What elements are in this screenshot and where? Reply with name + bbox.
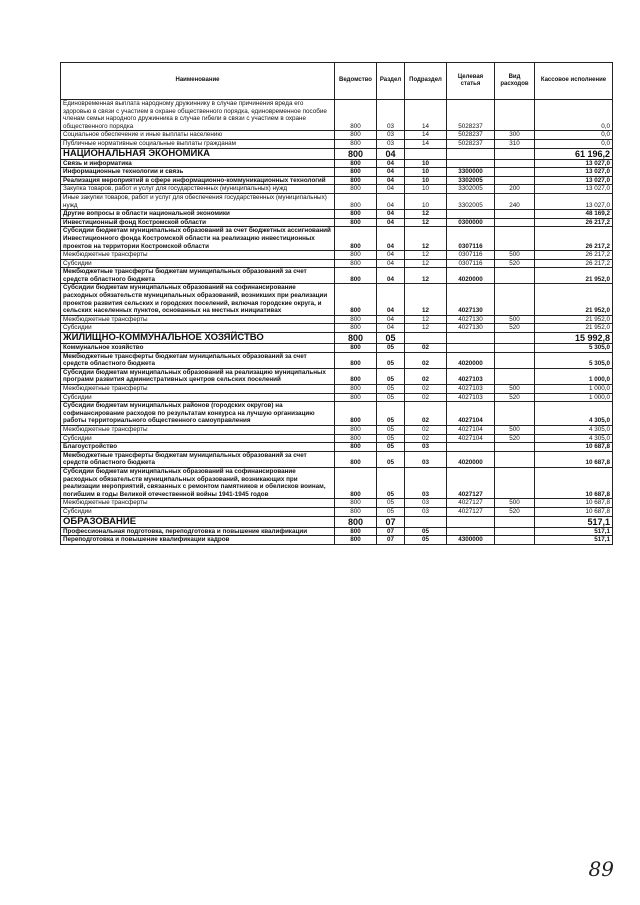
cell-name: Межбюджетные трансферты (61, 425, 335, 434)
cell-podrazdel: 05 (405, 536, 447, 545)
cell-podrazdel: 03 (405, 467, 447, 498)
table-row (61, 315, 613, 324)
cell-vid: 500 (495, 385, 535, 394)
cell-amount: 26 217,2 (535, 259, 613, 268)
cell-name: Благоустройство (61, 443, 335, 452)
cell-vedomstvo: 800 (335, 168, 377, 177)
cell-name: Закупка товаров, работ и услуг для государственных (муниципальных) нужд (61, 185, 335, 194)
cell-statya (447, 516, 495, 527)
cell-podrazdel: 12 (405, 324, 447, 333)
cell-podrazdel: 10 (405, 185, 447, 194)
table-row (61, 443, 613, 452)
cell-razdel: 04 (377, 185, 405, 194)
cell-razdel: 03 (377, 131, 405, 140)
cell-vid (495, 344, 535, 353)
cell-podrazdel (405, 148, 447, 159)
table-row (61, 333, 613, 344)
cell-podrazdel: 02 (405, 425, 447, 434)
cell-podrazdel: 03 (405, 499, 447, 508)
cell-vid: 500 (495, 251, 535, 260)
cell-amount: 0,0 (535, 139, 613, 148)
cell-razdel: 04 (377, 227, 405, 251)
cell-vid (495, 284, 535, 315)
cell-amount: 21 952,0 (535, 315, 613, 324)
cell-amount: 21 952,0 (535, 284, 613, 315)
cell-podrazdel: 02 (405, 393, 447, 402)
cell-podrazdel: 12 (405, 227, 447, 251)
cell-podrazdel: 02 (405, 385, 447, 394)
cell-amount: 26 217,2 (535, 251, 613, 260)
cell-podrazdel: 12 (405, 210, 447, 219)
cell-razdel: 05 (377, 467, 405, 498)
cell-razdel: 03 (377, 139, 405, 148)
cell-name: Межбюджетные трансферты (61, 315, 335, 324)
column-header-name: Наименование (61, 63, 335, 100)
column-header-podrazdel: Подраздел (405, 63, 447, 100)
cell-vid (495, 100, 535, 131)
cell-vid (495, 159, 535, 168)
cell-amount: 0,0 (535, 131, 613, 140)
cell-podrazdel: 02 (405, 352, 447, 368)
cell-vid (495, 333, 535, 344)
cell-statya: 3302005 (447, 185, 495, 194)
table-row (61, 434, 613, 443)
cell-podrazdel: 12 (405, 315, 447, 324)
cell-razdel: 04 (377, 168, 405, 177)
cell-vedomstvo: 800 (335, 251, 377, 260)
cell-podrazdel: 03 (405, 451, 447, 467)
table-row (61, 368, 613, 384)
table-row (61, 527, 613, 536)
table-row (61, 344, 613, 353)
cell-vedomstvo: 800 (335, 352, 377, 368)
cell-vedomstvo: 800 (335, 467, 377, 498)
cell-name: Субсидии (61, 434, 335, 443)
table-row (61, 284, 613, 315)
cell-amount: 1 000,0 (535, 393, 613, 402)
cell-razdel: 05 (377, 333, 405, 344)
cell-name: Межбюджетные трансферты бюджетам муниципальных образований за счет средств областного бюджета (61, 268, 335, 284)
cell-vid: 500 (495, 315, 535, 324)
cell-amount: 13 027,0 (535, 185, 613, 194)
cell-vedomstvo: 800 (335, 425, 377, 434)
cell-vedomstvo: 800 (335, 324, 377, 333)
cell-razdel: 04 (377, 218, 405, 227)
cell-podrazdel: 12 (405, 259, 447, 268)
cell-vedomstvo: 800 (335, 284, 377, 315)
cell-amount: 21 952,0 (535, 268, 613, 284)
column-header-vid: Вид расходов (495, 63, 535, 100)
cell-razdel: 05 (377, 507, 405, 516)
table-row (61, 385, 613, 394)
cell-name: Субсидии бюджетам муниципальных образований на софинансирование расходных обязательств муниципальных образований, возникших при реализации проектов развития сельских и городских поселений, включая городские округа, и сельских населенных пунктов, основанных на местных инициативах (61, 284, 335, 315)
cell-vid (495, 227, 535, 251)
cell-amount: 1 000,0 (535, 385, 613, 394)
table-row (61, 467, 613, 498)
table-row (61, 536, 613, 545)
cell-podrazdel: 02 (405, 434, 447, 443)
table-row (61, 393, 613, 402)
cell-razdel: 07 (377, 527, 405, 536)
cell-name: Реализация мероприятий в сфере информационно-коммуникационных технологий (61, 176, 335, 185)
cell-podrazdel: 03 (405, 507, 447, 516)
cell-podrazdel: 12 (405, 218, 447, 227)
cell-statya: 4027127 (447, 467, 495, 498)
cell-name: Профессиональная подготовка, переподготовка и повышение квалификации (61, 527, 335, 536)
cell-amount: 10 687,8 (535, 451, 613, 467)
cell-name: Публичные нормативные социальные выплаты гражданам (61, 139, 335, 148)
cell-vid: 500 (495, 425, 535, 434)
cell-name: Переподготовка и повышение квалификации кадров (61, 536, 335, 545)
table-row (61, 168, 613, 177)
cell-name: ЖИЛИЩНО-КОММУНАЛЬНОЕ ХОЗЯЙСТВО (61, 333, 335, 344)
table-row (61, 210, 613, 219)
table-row (61, 425, 613, 434)
cell-statya: 5028237 (447, 131, 495, 140)
cell-amount: 13 027,0 (535, 168, 613, 177)
cell-vedomstvo: 800 (335, 536, 377, 545)
cell-name: Межбюджетные трансферты (61, 385, 335, 394)
table-row (61, 131, 613, 140)
cell-statya: 4020000 (447, 352, 495, 368)
cell-vedomstvo: 800 (335, 131, 377, 140)
cell-statya (447, 159, 495, 168)
cell-statya (447, 344, 495, 353)
table-row (61, 193, 613, 209)
cell-razdel: 05 (377, 368, 405, 384)
cell-statya: 3300000 (447, 168, 495, 177)
cell-razdel: 04 (377, 210, 405, 219)
cell-vedomstvo: 800 (335, 315, 377, 324)
cell-vid: 500 (495, 499, 535, 508)
cell-amount: 13 027,0 (535, 159, 613, 168)
cell-statya: 5028237 (447, 100, 495, 131)
cell-podrazdel: 12 (405, 284, 447, 315)
table-row (61, 499, 613, 508)
cell-razdel: 04 (377, 324, 405, 333)
cell-amount: 5 305,0 (535, 344, 613, 353)
cell-vid (495, 168, 535, 177)
cell-statya: 3302005 (447, 176, 495, 185)
cell-statya (447, 443, 495, 452)
cell-vedomstvo: 800 (335, 268, 377, 284)
cell-vedomstvo: 800 (335, 393, 377, 402)
cell-razdel: 05 (377, 385, 405, 394)
cell-vedomstvo: 800 (335, 385, 377, 394)
cell-podrazdel: 05 (405, 527, 447, 536)
cell-podrazdel: 10 (405, 159, 447, 168)
page-number: 89 (588, 857, 614, 881)
cell-statya: 4027104 (447, 425, 495, 434)
cell-vid: 520 (495, 393, 535, 402)
cell-podrazdel (405, 516, 447, 527)
table-body (61, 100, 613, 545)
cell-amount: 48 169,2 (535, 210, 613, 219)
cell-statya: 4027103 (447, 368, 495, 384)
cell-vedomstvo: 800 (335, 100, 377, 131)
cell-name: Субсидии (61, 393, 335, 402)
cell-vid (495, 527, 535, 536)
cell-statya: 4027127 (447, 499, 495, 508)
cell-vid (495, 268, 535, 284)
cell-name: Субсидии бюджетам муниципальных образований на софинансирование расходных обязательств муниципальных образований, возникающих при реализации мероприятий, связанных с ремонтом памятников и обелисков воинам, погибшим в годы Великой отечественной войны 1941-1945 годов (61, 467, 335, 498)
cell-vid: 240 (495, 193, 535, 209)
cell-amount: 10 687,8 (535, 499, 613, 508)
table-row (61, 268, 613, 284)
cell-vedomstvo: 800 (335, 527, 377, 536)
cell-vedomstvo: 800 (335, 507, 377, 516)
cell-razdel: 05 (377, 443, 405, 452)
cell-vedomstvo: 800 (335, 159, 377, 168)
table-row (61, 451, 613, 467)
cell-razdel: 05 (377, 434, 405, 443)
cell-razdel: 03 (377, 100, 405, 131)
cell-statya: 0300000 (447, 218, 495, 227)
cell-statya: 4027127 (447, 507, 495, 516)
cell-amount: 15 992,8 (535, 333, 613, 344)
cell-vedomstvo: 800 (335, 148, 377, 159)
table-row (61, 259, 613, 268)
cell-amount: 26 217,2 (535, 227, 613, 251)
cell-name: Информационные технологии и связь (61, 168, 335, 177)
cell-vedomstvo: 800 (335, 227, 377, 251)
cell-statya: 4027104 (447, 434, 495, 443)
cell-razdel: 05 (377, 451, 405, 467)
cell-name: НАЦИОНАЛЬНАЯ ЭКОНОМИКА (61, 148, 335, 159)
cell-amount: 61 196,2 (535, 148, 613, 159)
cell-amount: 5 305,0 (535, 352, 613, 368)
table-row (61, 352, 613, 368)
cell-name: Субсидии бюджетам муниципальных образований на реализацию муниципальных программ развития административных центров сельских поселений (61, 368, 335, 384)
cell-statya: 3302005 (447, 193, 495, 209)
cell-statya: 4020000 (447, 268, 495, 284)
cell-name: Субсидии (61, 507, 335, 516)
table-row (61, 185, 613, 194)
table-header-row (61, 63, 613, 100)
table-row (61, 516, 613, 527)
cell-vedomstvo: 800 (335, 176, 377, 185)
cell-vid: 310 (495, 139, 535, 148)
cell-podrazdel: 03 (405, 443, 447, 452)
table-row (61, 251, 613, 260)
cell-amount: 517,1 (535, 516, 613, 527)
cell-vid (495, 443, 535, 452)
cell-podrazdel (405, 333, 447, 344)
cell-vedomstvo: 800 (335, 368, 377, 384)
cell-statya: 4027130 (447, 315, 495, 324)
cell-name: Межбюджетные трансферты бюджетам муниципальных образований за счет средств областного бюджета (61, 451, 335, 467)
cell-name: Социальное обеспечение и иные выплаты населению (61, 131, 335, 140)
cell-vedomstvo: 800 (335, 451, 377, 467)
cell-vid (495, 176, 535, 185)
cell-vedomstvo: 800 (335, 402, 377, 426)
cell-name: Другие вопросы в области национальной экономики (61, 210, 335, 219)
cell-razdel: 05 (377, 352, 405, 368)
cell-podrazdel: 14 (405, 100, 447, 131)
cell-razdel: 07 (377, 516, 405, 527)
cell-statya: 4027103 (447, 393, 495, 402)
budget-table (60, 62, 613, 545)
cell-name: Связь и информатика (61, 159, 335, 168)
cell-vid (495, 536, 535, 545)
cell-vedomstvo: 800 (335, 259, 377, 268)
table-row (61, 139, 613, 148)
cell-name: Субсидии бюджетам муниципальных районов (городских округов) на софинансирование расходов по результатам конкурса на лучшую организацию работы территориального общественного самоуправления (61, 402, 335, 426)
cell-vedomstvo: 800 (335, 344, 377, 353)
cell-statya (447, 333, 495, 344)
table-row (61, 159, 613, 168)
cell-razdel: 05 (377, 393, 405, 402)
cell-razdel: 05 (377, 499, 405, 508)
cell-vid (495, 402, 535, 426)
cell-vid: 520 (495, 324, 535, 333)
cell-statya: 0307116 (447, 259, 495, 268)
cell-podrazdel: 10 (405, 168, 447, 177)
cell-amount: 21 952,0 (535, 324, 613, 333)
cell-name: Межбюджетные трансферты бюджетам муниципальных образований за счет средств областного бюджета (61, 352, 335, 368)
cell-vid (495, 218, 535, 227)
cell-vedomstvo: 800 (335, 193, 377, 209)
cell-statya: 4027130 (447, 284, 495, 315)
cell-amount: 4 305,0 (535, 434, 613, 443)
column-header-razdel: Раздел (377, 63, 405, 100)
cell-statya: 5028237 (447, 139, 495, 148)
cell-podrazdel: 02 (405, 402, 447, 426)
table-row (61, 100, 613, 131)
cell-razdel: 04 (377, 268, 405, 284)
cell-razdel: 04 (377, 251, 405, 260)
cell-statya: 0307116 (447, 251, 495, 260)
cell-razdel: 05 (377, 344, 405, 353)
cell-razdel: 05 (377, 425, 405, 434)
cell-name: Единовременная выплата народному дружиннику в случае причинения вреда его здоровью в связи с участием в охране общественного порядка, единовременное пособие членам семьи народного дружинника в случае гибели в связи с участием в охране общественного порядка (61, 100, 335, 131)
cell-vid: 520 (495, 259, 535, 268)
cell-statya: 4020000 (447, 451, 495, 467)
cell-podrazdel: 02 (405, 368, 447, 384)
cell-amount: 517,1 (535, 536, 613, 545)
cell-amount: 0,0 (535, 100, 613, 131)
cell-statya (447, 210, 495, 219)
cell-podrazdel: 14 (405, 139, 447, 148)
cell-vid: 520 (495, 434, 535, 443)
column-header-statya: Целевая статья (447, 63, 495, 100)
cell-amount: 10 687,8 (535, 443, 613, 452)
cell-statya (447, 148, 495, 159)
cell-vedomstvo: 800 (335, 434, 377, 443)
cell-vedomstvo: 800 (335, 443, 377, 452)
cell-vid (495, 352, 535, 368)
cell-razdel: 07 (377, 536, 405, 545)
cell-statya (447, 527, 495, 536)
cell-vid (495, 148, 535, 159)
column-header-vedomstvo: Ведомство (335, 63, 377, 100)
cell-statya: 4027130 (447, 324, 495, 333)
cell-vedomstvo: 800 (335, 333, 377, 344)
cell-statya: 4027103 (447, 385, 495, 394)
cell-amount: 10 687,8 (535, 467, 613, 498)
cell-amount: 26 217,2 (535, 218, 613, 227)
table-row (61, 218, 613, 227)
cell-vid (495, 368, 535, 384)
cell-amount: 1 000,0 (535, 368, 613, 384)
table-row (61, 507, 613, 516)
cell-vedomstvo: 800 (335, 516, 377, 527)
cell-razdel: 04 (377, 176, 405, 185)
cell-podrazdel: 10 (405, 193, 447, 209)
table-row (61, 227, 613, 251)
cell-vedomstvo: 800 (335, 499, 377, 508)
cell-podrazdel: 10 (405, 176, 447, 185)
cell-vid: 200 (495, 185, 535, 194)
cell-name: Субсидии (61, 324, 335, 333)
cell-amount: 517,1 (535, 527, 613, 536)
cell-razdel: 04 (377, 315, 405, 324)
cell-statya: 0307116 (447, 227, 495, 251)
table-row (61, 148, 613, 159)
cell-name: ОБРАЗОВАНИЕ (61, 516, 335, 527)
cell-amount: 13 027,0 (535, 176, 613, 185)
cell-amount: 4 305,0 (535, 425, 613, 434)
cell-name: Межбюджетные трансферты (61, 251, 335, 260)
cell-vid (495, 451, 535, 467)
cell-vedomstvo: 800 (335, 210, 377, 219)
cell-vid: 520 (495, 507, 535, 516)
cell-vid (495, 210, 535, 219)
cell-razdel: 04 (377, 284, 405, 315)
cell-podrazdel: 14 (405, 131, 447, 140)
cell-statya: 4027104 (447, 402, 495, 426)
cell-podrazdel: 12 (405, 251, 447, 260)
cell-razdel: 05 (377, 402, 405, 426)
cell-amount: 13 027,0 (535, 193, 613, 209)
cell-vid (495, 516, 535, 527)
cell-amount: 10 687,8 (535, 507, 613, 516)
cell-vedomstvo: 800 (335, 185, 377, 194)
table-row (61, 402, 613, 426)
cell-vedomstvo: 800 (335, 218, 377, 227)
cell-amount: 4 305,0 (535, 402, 613, 426)
cell-razdel: 04 (377, 159, 405, 168)
cell-razdel: 04 (377, 259, 405, 268)
cell-name: Инвестиционный фонд Костромской области (61, 218, 335, 227)
cell-statya: 4300000 (447, 536, 495, 545)
cell-name: Субсидии бюджетам муниципальных образований за счет бюджетных ассигнований Инвестиционного фонда Костромской области на реализацию инвестиционных проектов на территории Костромской области (61, 227, 335, 251)
cell-name: Иные закупки товаров, работ и услуг для обеспечения государственных (муниципальных) нужд (61, 193, 335, 209)
cell-razdel: 04 (377, 148, 405, 159)
cell-podrazdel: 12 (405, 268, 447, 284)
cell-podrazdel: 02 (405, 344, 447, 353)
cell-razdel: 04 (377, 193, 405, 209)
cell-vedomstvo: 800 (335, 139, 377, 148)
cell-name: Субсидии (61, 259, 335, 268)
table-row (61, 176, 613, 185)
cell-vid (495, 467, 535, 498)
column-header-amount: Кассовое исполнение (535, 63, 613, 100)
cell-name: Межбюджетные трансферты (61, 499, 335, 508)
cell-vid: 300 (495, 131, 535, 140)
cell-name: Коммунальное хозяйство (61, 344, 335, 353)
